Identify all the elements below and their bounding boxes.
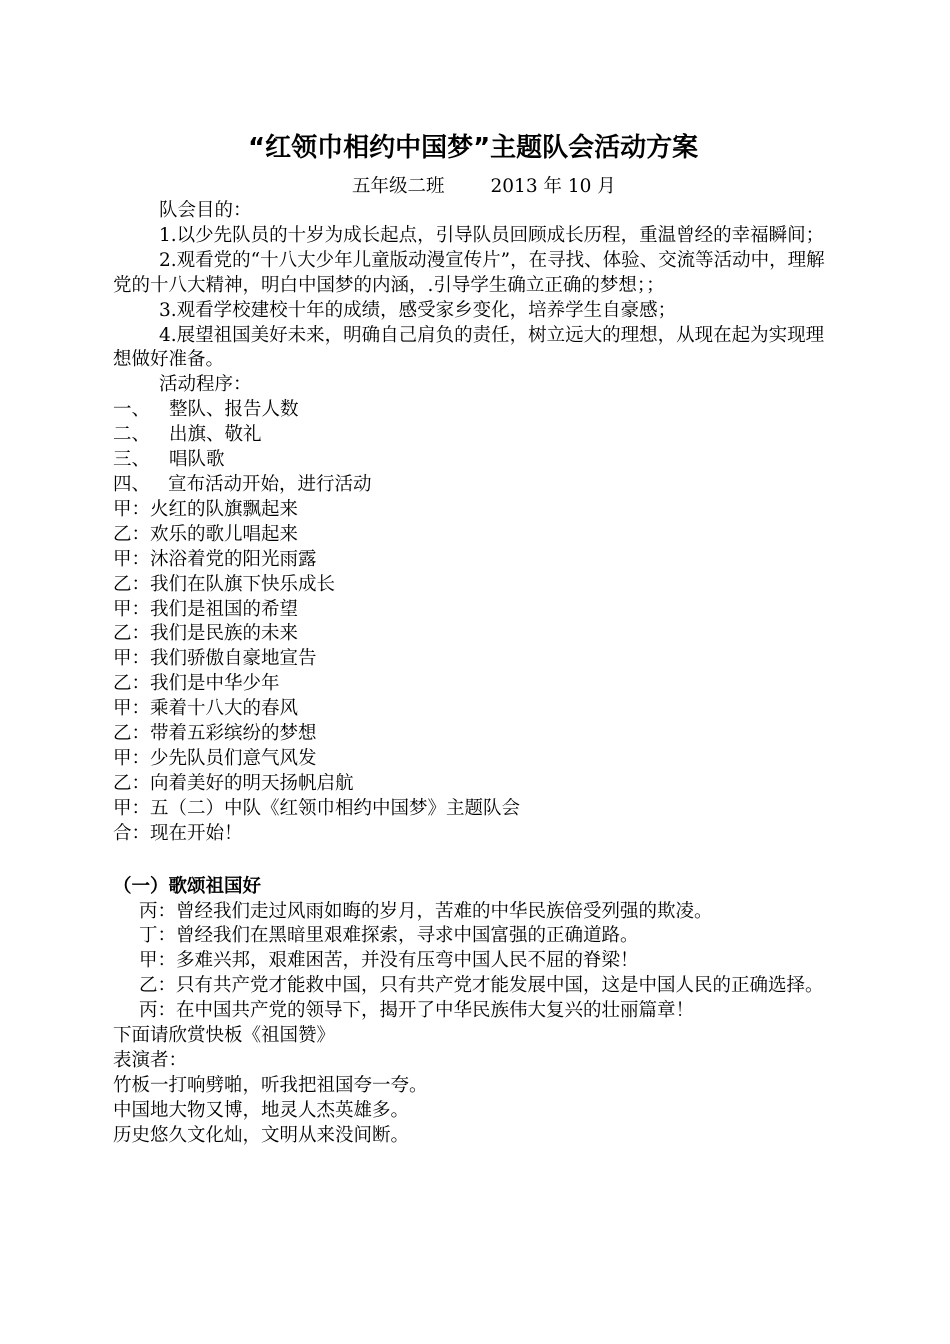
performance-line: 历史悠久文化灿，文明从来没间断。 (113, 1124, 410, 1146)
performance-line: 中国地大物又博，地灵人杰英雄多。 (113, 1099, 410, 1121)
dialogue-line: 甲：我们是祖国的希望 (113, 598, 299, 620)
dialogue-line: 合：现在开始！ (113, 822, 243, 844)
purpose-item-4: 4.展望祖国美好未来，明确自己肩负的责任，树立远大的理想，从现在起为实现理想做好准备。 (113, 324, 825, 371)
document-body (113, 199, 841, 1149)
step-number: 一、 (113, 399, 151, 421)
step-text: 整队、报告人数 (169, 399, 299, 421)
section-line: 丁：曾经我们在黑暗里艰难探索，寻求中国富强的正确道路。 (139, 925, 639, 947)
dialogue-line: 甲：少先队员们意气风发 (113, 747, 317, 769)
section-line: 甲：多难兴邦，艰难困苦，并没有压弯中国人民不屈的脊梁！ (139, 950, 639, 972)
procedure-step-4 (113, 473, 841, 498)
step-number: 三、 (113, 449, 151, 471)
performance-line: 竹板一打响劈啪，听我把祖国夸一夸。 (113, 1074, 428, 1096)
section-line: 丙：曾经我们走过风雨如晦的岁月，苦难的中华民族倍受列强的欺凌。 (139, 900, 713, 922)
purpose-item-3: 3.观看学校建校十年的成绩，感受家乡变化，培养学生自豪感； (159, 299, 677, 321)
document-date: 2013 年 10 月 (490, 176, 616, 197)
procedure-heading: 活动程序： (159, 374, 252, 396)
section-line: 乙：只有共产党才能救中国，只有共产党才能发展中国，这是中国人民的正确选择。 (139, 975, 824, 997)
dialogue-line: 乙：我们是民族的未来 (113, 623, 299, 645)
step-text: 宣布活动开始，进行活动 (168, 473, 372, 495)
procedure-step-2 (113, 423, 841, 448)
dialogue-line: 乙：我们是中华少年 (113, 673, 280, 695)
dialogue-line: 甲：乘着十八大的春风 (113, 698, 299, 720)
dialogue-line: 甲：我们骄傲自豪地宣告 (113, 648, 317, 670)
dialogue-line: 乙：欢乐的歌儿唱起来 (113, 523, 299, 545)
section-spacer (113, 847, 841, 874)
purpose-item-1: 1.以少先队员的十岁为成长起点，引导队员回顾成长历程，重温曾经的幸福瞬间； (159, 224, 825, 246)
dialogue-line: 乙：向着美好的明天扬帆启航 (113, 772, 354, 794)
section-heading: （一）歌颂祖国好 (113, 875, 262, 897)
step-text: 出旗、敬礼 (169, 424, 262, 446)
step-number: 四、 (113, 473, 151, 495)
class-name: 五年级二班 (352, 176, 445, 197)
dialogue-line: 乙：我们在队旗下快乐成长 (113, 573, 336, 595)
procedure-step-1 (113, 398, 841, 423)
performance-line: 下面请欣赏快板《祖国赞》 (113, 1025, 336, 1047)
step-text: 唱队歌 (169, 449, 225, 471)
step-number: 二、 (113, 424, 151, 446)
dialogue-line: 乙：带着五彩缤纷的梦想 (113, 723, 317, 745)
dialogue-line: 甲：沐浴着党的阳光雨露 (113, 548, 317, 570)
dialogue-line: 甲：火红的队旗飘起来 (113, 498, 299, 520)
document-subtitle (352, 174, 616, 199)
performance-line: 表演者： (113, 1050, 188, 1071)
purpose-heading: 队会目的： (159, 200, 252, 221)
document-title: “红领巾相约中国梦”主题队会活动方案 (248, 133, 699, 163)
procedure-step-3 (113, 448, 841, 473)
purpose-item-2: 2.观看党的“十八大少年儿童版动漫宣传片”，在寻找、体验、交流等活动中，理解党的十八大精神，明白中国梦的内涵，.引导学生确立正确的梦想；； (113, 249, 825, 296)
dialogue-line: 甲：五（二）中队《红领巾相约中国梦》主题队会 (113, 797, 521, 819)
section-line: 丙：在中国共产党的领导下，揭开了中华民族伟大复兴的壮丽篇章！ (139, 1000, 695, 1022)
